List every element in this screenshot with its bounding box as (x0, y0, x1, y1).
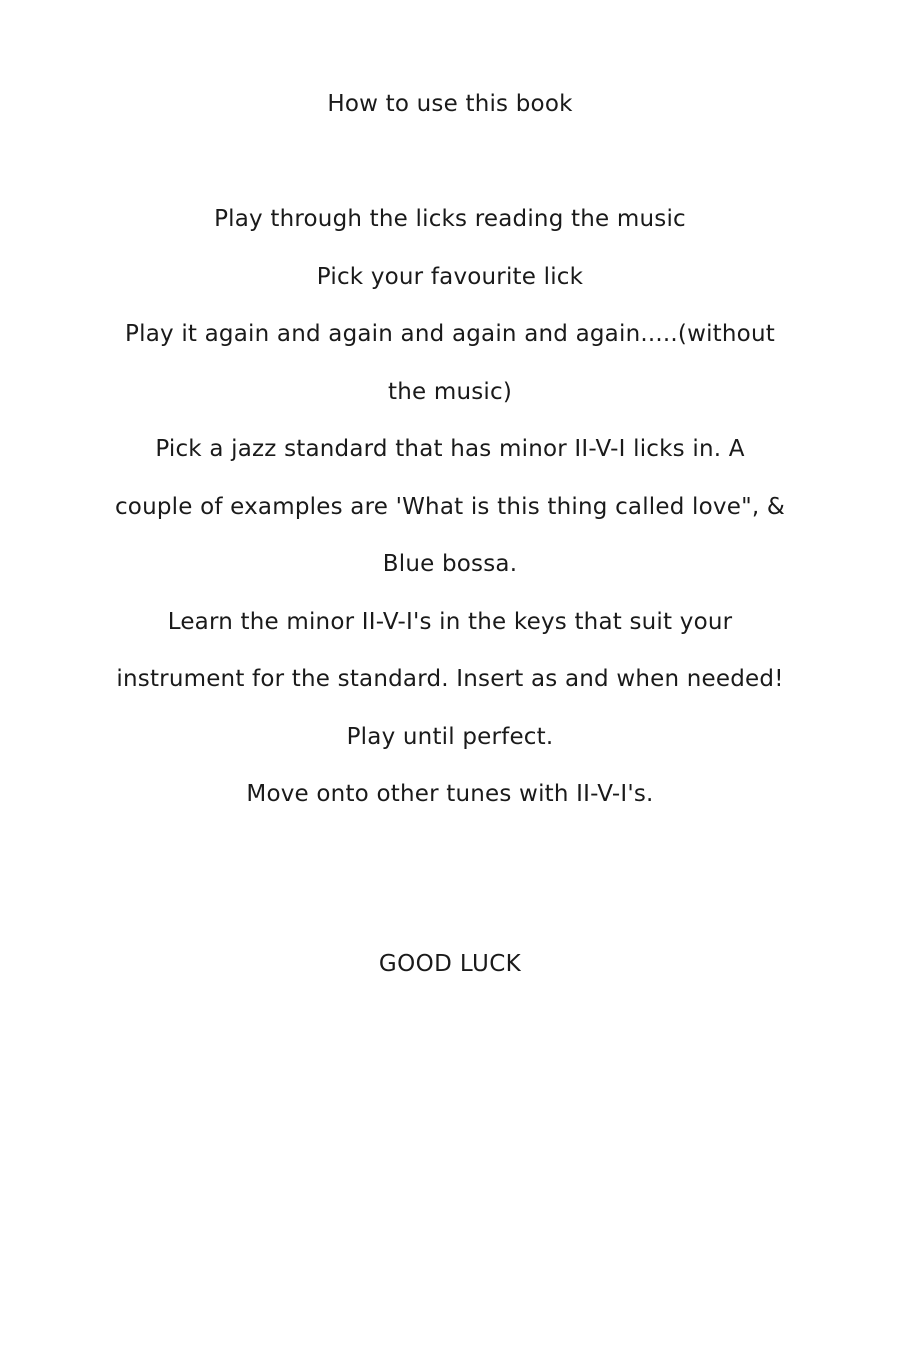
instruction-line: couple of examples are 'What is this thing called love", & (114, 493, 786, 520)
instruction-line: Learn the minor II-V-I's in the keys that suit your (167, 608, 733, 635)
instruction-line: instrument for the standard. Insert as and when needed! (116, 666, 784, 692)
instruction-line: Play until perfect. (346, 723, 554, 750)
instruction-line: Blue bossa. (382, 551, 518, 577)
instructions-block (85, 191, 815, 824)
instruction-line: Play through the licks reading the music (214, 206, 686, 232)
closing-text: GOOD LUCK (378, 951, 522, 977)
instruction-line: Pick your favourite lick (316, 263, 584, 290)
instruction-line: the music) (387, 378, 513, 405)
page-title: How to use this book (327, 91, 573, 117)
instruction-line: Pick a jazz standard that has minor II-V-I licks in. A (155, 436, 745, 462)
instruction-line: Move onto other tunes with II-V-I's. (246, 781, 654, 807)
instruction-line: Play it again and again and again and again.....(without (125, 321, 775, 347)
